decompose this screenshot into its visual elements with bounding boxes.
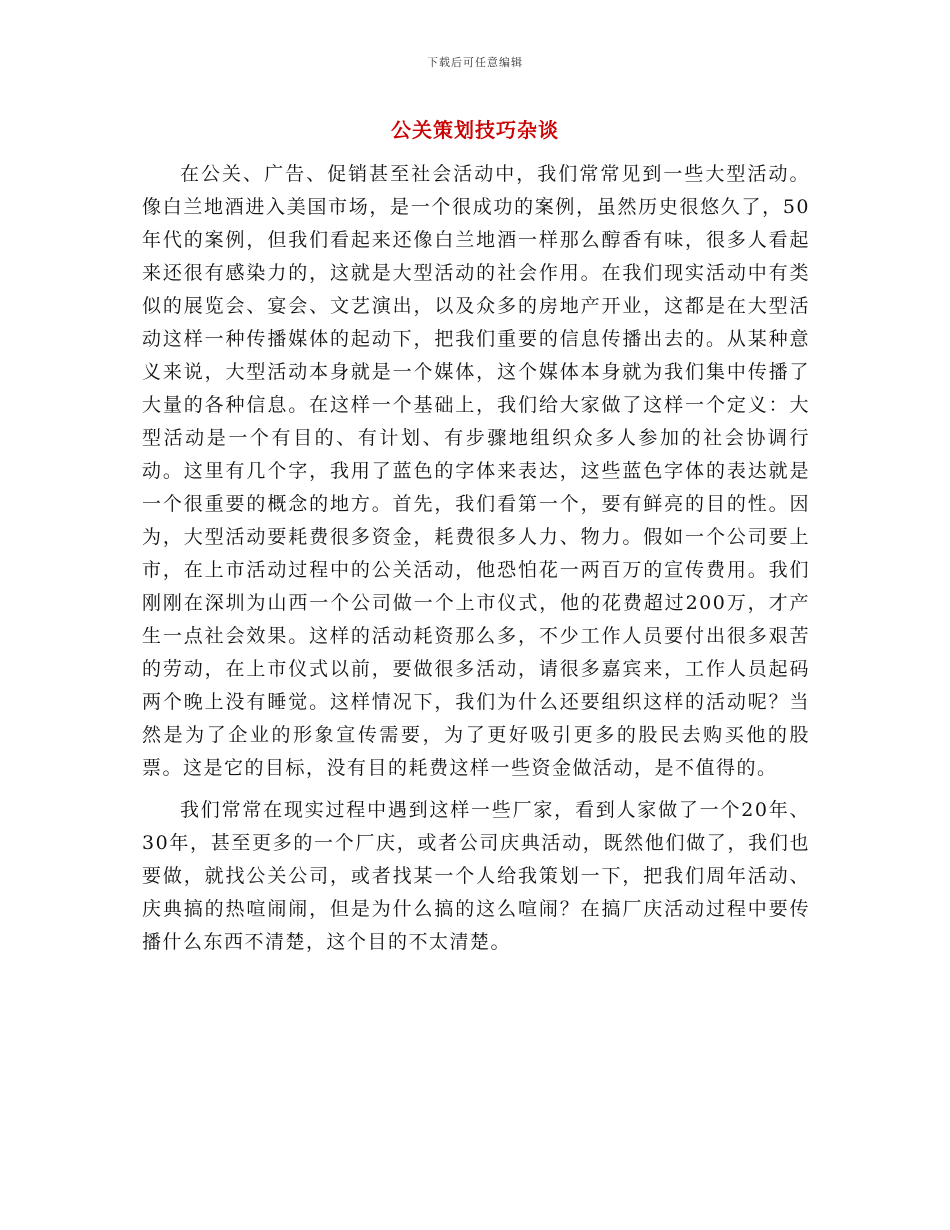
- paragraph: 我们常常在现实过程中遇到这样一些厂家，看到人家做了一个20年、30年，甚至更多的一个厂庆，或者公司庆典活动，既然他们做了，我们也要做，就找公关公司，或者找某一个人给我策划一下，把我们周年活动、庆典搞的热喧闹闹，但是为什么搞的这么喧闹？在搞厂庆活动过程中要传播什么东西不清楚，这个目的不太清楚。: [142, 799, 810, 953]
- document-body: [142, 158, 810, 959]
- paragraph: 在公关、广告、促销甚至社会活动中，我们常常见到一些大型活动。像白兰地酒进入美国市场，是一个很成功的案例，虽然历史很悠久了，50年代的案例，但我们看起来还像白兰地酒一样那么醇香有味，很多人看起来还很有感染力的，这就是大型活动的社会作用。在我们现实活动中有类似的展览会、宴会、文艺演出，以及众多的房地产开业，这都是在大型活动这样一种传播媒体的起动下，把我们重要的信息传播出去的。从某种意义来说，大型活动本身就是一个媒体，这个媒体本身就为我们集中传播了大量的各种信息。在这样一个基础上，我们给大家做了这样一个定义：大型活动是一个有目的、有计划、有步骤地组织众多人参加的社会协调行动。这里有几个字，我用了蓝色的字体来表达，这些蓝色字体的表达就是一个很重要的概念的地方。首先，我们看第一个，要有鲜亮的目的性。因为，大型活动要耗费很多资金，耗费很多人力、物力。假如一个公司要上市，在上市活动过程中的公关活动，他恐怕花一两百万的宣传费用。我们刚刚在深圳为山西一个公司做一个上市仪式，他的花费超过200万，才产生一点社会效果。这样的活动耗资那么多，不少工作人员要付出很多艰苦的劳动，在上市仪式以前，要做很多活动，请很多嘉宾来，工作人员起码两个晚上没有睡觉。这样情况下，我们为什么还要组织这样的活动呢？当然是为了企业的形象宣传需要，为了更好吸引更多的股民去购买他的股票。这是它的目标，没有目的耗费这样一些资金做活动，是不值得的。: [142, 163, 810, 779]
- document-title: 公关策划技巧杂谈: [391, 118, 559, 142]
- header-note: 下载后可任意编辑: [427, 56, 523, 69]
